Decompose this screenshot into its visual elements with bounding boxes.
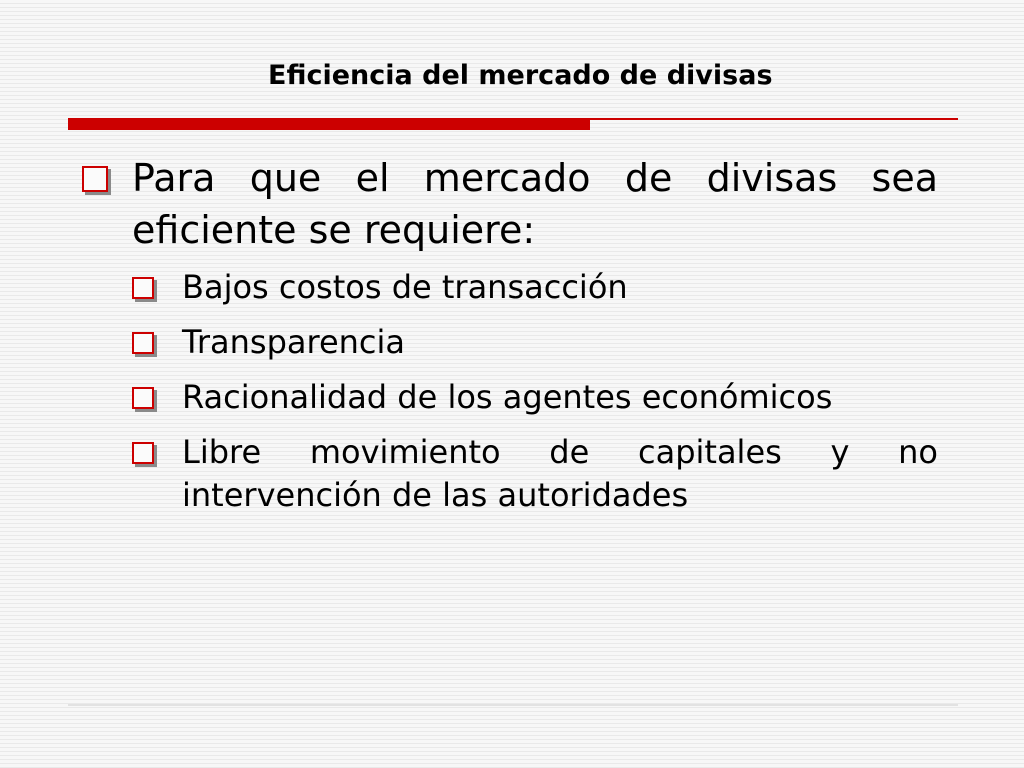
checkbox-square-icon xyxy=(132,277,154,299)
sub-bullet-text: Transparencia xyxy=(182,323,405,361)
checkbox-square-icon xyxy=(82,166,108,192)
bullet-item xyxy=(82,152,938,256)
title-underline-thick xyxy=(68,118,590,130)
checkbox-square-icon xyxy=(132,332,154,354)
bullet-text: Para que el mercado de divisas sea eficiente se requiere: xyxy=(132,156,938,252)
sub-bullet-text: Libre movimiento de capitales y no intervención de las autoridades xyxy=(182,433,938,514)
slide-title: Eficiencia del mercado de divisas xyxy=(268,60,773,91)
sub-bullet-text: Racionalidad de los agentes económicos xyxy=(182,378,833,416)
sub-bullet-text: Bajos costos de transacción xyxy=(182,268,628,306)
footer-divider xyxy=(68,704,958,706)
sub-bullet-item xyxy=(132,266,938,309)
sub-bullet-item xyxy=(132,321,938,364)
sub-bullet-item xyxy=(132,376,938,419)
checkbox-square-icon xyxy=(132,387,154,409)
title-underline-thin xyxy=(590,118,958,120)
sub-bullet-item xyxy=(132,431,938,517)
bullet-list xyxy=(82,152,938,529)
checkbox-square-icon xyxy=(132,442,154,464)
